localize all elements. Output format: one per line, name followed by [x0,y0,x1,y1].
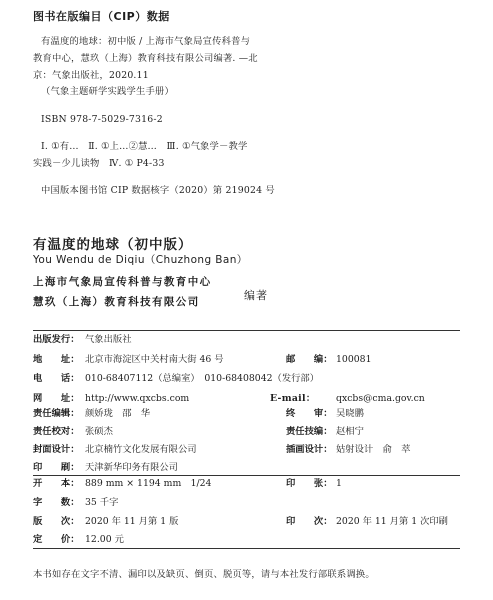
publisher-label: 出版发行： [33,334,80,345]
price-label: 定 价： [33,534,80,545]
impression-value: 2020 年 11 月第 1 次印刷 [336,516,448,527]
format-value: 889 mm × 1194 mm 1/24 [85,478,212,489]
book-pinyin: You Wendu de Diqiu（Chuzhong Ban） [33,254,248,266]
publisher-value: 气象出版社 [85,334,132,345]
cip-line-subjects: Ⅰ. ①有… Ⅱ. ①上…②慧… Ⅲ. ①气象学－教学 [41,141,248,152]
author-role: 编著 [244,289,268,302]
cip-line-title: 有温度的地球：初中版 / 上海市气象局宣传科普与 [41,36,251,47]
address-value: 北京市海淀区中关村南大街 46 号 [85,354,224,365]
email-label: E-mail： [270,393,316,404]
cover-design-label: 封面设计： [33,444,80,455]
phone-value: 010-68407112（总编室） 010-68408042（发行部） [85,373,320,384]
proofreader-label: 责任校对： [33,426,80,437]
sheets-label: 印 张： [286,478,333,489]
cip-line-series: （气象主题研学实践学生手册） [41,86,174,97]
editor-label: 责任编辑： [33,408,80,419]
cip-line-subjects-cont: 实践－少儿读物 Ⅳ. ① P4-33 [33,158,165,169]
cip-line-publisher: 京：气象出版社，2020.11 [33,70,149,81]
postcode-label: 邮 编： [286,354,333,365]
edition-value: 2020 年 11 月第 1 版 [85,516,179,527]
postcode-value: 100081 [336,354,372,365]
author-line-1: 上海市气象局宣传科普与教育中心 [33,276,212,288]
printer-value: 天津新华印务有限公司 [85,462,178,473]
edition-label: 版 次： [33,516,80,527]
cip-line-cip-number: 中国版本图书馆 CIP 数据核字（2020）第 219024 号 [41,185,275,196]
illustration-label: 插画设计： [286,444,333,455]
cip-line-authors: 教育中心，慧玖（上海）教育科技有限公司编著. —北 [33,53,258,64]
email-value[interactable]: qxcbs@cma.gov.cn [336,393,425,404]
printer-label: 印 刷： [33,462,80,473]
words-label: 字 数： [33,497,80,508]
sheets-value: 1 [336,478,342,489]
website-value[interactable]: http://www.qxcbs.com [85,393,190,404]
impression-label: 印 次： [286,516,333,527]
cover-design-value: 北京楠竹文化发展有限公司 [85,444,197,455]
cip-line-isbn: ISBN 978-7-5029-7316-2 [41,114,163,125]
final-review-label: 终 审： [286,408,333,419]
price-value: 12.00 元 [85,534,124,545]
tech-editor-label: 责任技编： [286,426,333,437]
book-title: 有温度的地球（初中版） [33,237,193,253]
address-label: 地 址： [33,354,80,365]
author-line-2: 慧玖（上海）教育科技有限公司 [33,296,200,308]
cip-heading: 图书在版编目（CIP）数据 [33,10,170,23]
illustration-value: 姑射设计 俞 萃 [336,444,411,455]
publishing-bottom-divider [33,548,460,549]
tech-editor-value: 赵相宁 [336,426,364,437]
proofreader-value: 张硕杰 [85,426,113,437]
phone-label: 电 话： [33,373,80,384]
words-value: 35 千字 [85,497,119,508]
footer-note: 本书如存在文字不清、漏印以及缺页、倒页、脱页等，请与本社发行部联系调换。 [33,569,375,580]
editor-value: 颜娇珑 邵 华 [85,408,151,419]
format-label: 开 本： [33,478,80,489]
publishing-top-divider [33,330,460,331]
website-label: 网 址： [33,393,80,404]
final-review-value: 吴晓鹏 [336,408,364,419]
